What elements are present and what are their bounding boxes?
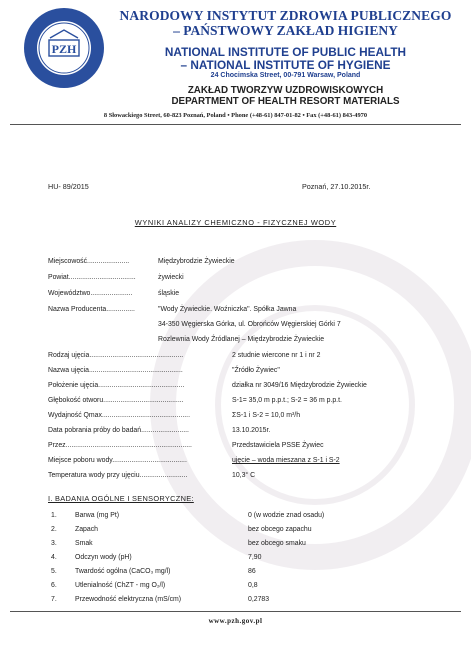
institute-name-en-line2: – NATIONAL INSTITUTE OF HYGIENE [180,58,391,72]
info-label: Województwo...................... [48,290,133,297]
param-value: bez obcego zapachu [248,526,312,533]
document-reference: HU- 89/2015 [48,182,89,191]
param-number: 3. [51,540,57,547]
param-value: 86 [248,568,256,575]
info-value: ΣS-1 i S-2 = 10,0 m³/h [232,412,301,419]
param-number: 1. [51,512,57,519]
logo-text: PZH [51,42,77,56]
department-name-pl: ZAKŁAD TWORZYW UZDROWISKOWYCH [187,85,384,96]
param-number: 2. [51,526,57,533]
info-value: S-1= 35,0 m p.p.t.; S-2 = 36 m p.p.t. [232,397,342,404]
info-value: żywiecki [158,274,184,281]
param-label: Barwa (mg Pt) [75,512,120,519]
param-label: Smak [75,540,93,547]
info-value: 34-350 Węgierska Górka, ul. Obrońców Węgierskiej Górki 7 [158,321,341,328]
info-label: Miejscowość...................... [48,258,130,265]
info-label: Temperatura wody przy ujęciu......................... [48,472,188,479]
param-number: 6. [51,582,57,589]
info-label: Położenie ujęcia............................................. [48,382,185,389]
param-number: 4. [51,554,57,561]
pzh-logo-icon [22,6,106,90]
info-value: Międzybrodzie Żywieckie [158,258,235,265]
institute-name-pl-line2: – PAŃSTWOWY ZAKŁAD HIGIENY [173,23,398,38]
param-label: Utlenialność (ChZT - mg O₂/l) [75,582,166,589]
document-date: Poznań, 27.10.2015r. [302,182,371,191]
header-divider [10,124,461,125]
institute-name-pl-line1: NARODOWY INSTYTUT ZDROWIA PUBLICZNEGO [119,8,452,23]
param-value: 7,90 [248,554,262,561]
param-value: bez obcego smaku [248,540,306,547]
param-label: Przewodność elektryczna (mS/cm) [75,596,182,603]
param-number: 7. [51,596,57,603]
section-title: I. BADANIA OGÓLNE I SENSORYCZNE: [48,494,194,503]
department-name-en: DEPARTMENT OF HEALTH RESORT MATERIALS [171,96,400,107]
info-label: Nazwa Producenta............... [48,306,135,313]
param-label: Twardość ogólna (CaCO₃ mg/l) [75,568,171,575]
param-value: 0 (w wodzie znad osadu) [248,512,325,519]
institute-name-en-line1: NATIONAL INSTITUTE OF PUBLIC HEALTH [164,45,407,59]
info-value: ujęcie – woda mieszana z S-1 i S-2 [232,457,340,464]
info-label: Powiat................................... [48,274,136,281]
param-label: Zapach [75,526,98,533]
info-label: Głębokość otworu.......................................... [48,397,184,404]
info-value: "Wody Żywieckie. Woźniczka". Spółka Jawna [158,306,297,313]
info-value: śląskie [158,290,180,297]
document-title: WYNIKI ANALIZY CHEMICZNO - FIZYCZNEJ WODY [134,218,337,227]
info-label: Przez.................................................................. [48,442,192,449]
info-value: 2 studnie wiercone nr 1 i nr 2 [232,352,321,359]
info-value: działka nr 3049/16 Międzybrodzie Żywieckie [232,382,367,389]
info-label: Nazwa ujęcia................................................. [48,367,183,374]
param-label: Odczyn wody (pH) [75,554,132,561]
contact-line: 8 Słowackiego Street, 60-823 Poznań, Poland • Phone (+48-61) 847-01-82 • Fax (+48-61) 843-4970 [103,112,368,119]
param-value: 0,2783 [248,596,270,603]
param-number: 5. [51,568,57,575]
info-label: Data pobrania próby do badań......................... [48,427,189,434]
info-value: 13.10.2015r. [232,427,271,434]
institute-address: 24 Chocimska Street, 00-791 Warsaw, Poland [210,72,361,79]
info-value: Przedstawiciela PSSE Żywiec [232,442,324,449]
footer-url-link[interactable]: www.pzh.gov.pl [208,617,263,625]
info-value: 10,3° C [232,472,256,479]
info-label: Wydajność Qmax.............................................. [48,412,190,419]
info-value: "Źródło Żywiec" [232,367,280,374]
footer-divider [10,611,461,612]
info-label: Miejsce poboru wody....................................... [48,457,187,464]
info-value: Rozlewnia Wody Źródlanej – Międzybrodzie Żywieckie [158,336,325,343]
info-label: Rodzaj ujęcia................................................. [48,352,184,359]
param-value: 0,8 [248,582,258,589]
